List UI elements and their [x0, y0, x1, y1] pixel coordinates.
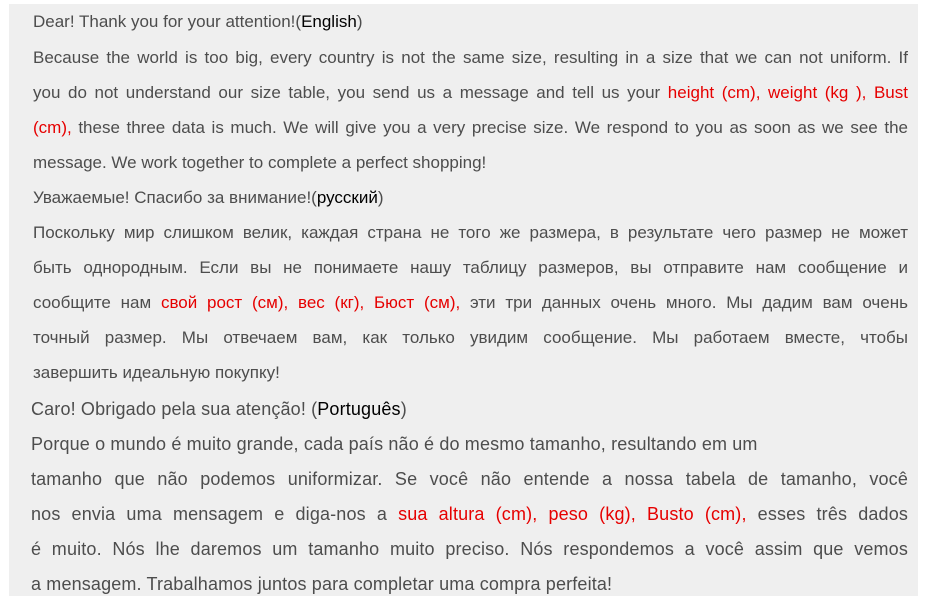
english-line-2: you do not understand our size table, you send us a message and tell us your height (cm), weight (kg ), Bust [33, 83, 908, 102]
russian-highlight-measurements: свой рост (см), вес (кг), Бюст (см), [160, 293, 461, 312]
english-line-3: (cm), these three data is much. We will give you a very precise size. We respond to you as soon as we see the [33, 118, 908, 137]
language-label-russian: русский [316, 188, 378, 207]
portuguese-line-5: a mensagem. Trabalhamos juntos para completar uma compra perfeita! [31, 574, 613, 594]
russian-line-1: Поскольку мир слишком велик, каждая страна не того же размера, в результате чего размер не может [33, 223, 908, 242]
size-notice-panel [9, 4, 918, 596]
portuguese-line-2: tamanho que não podemos uniformizar. Se você não entende a nossa tabela de tamanho, você [31, 469, 908, 489]
russian-line-5: завершить идеальную покупку! [33, 363, 280, 382]
english-greeting: Dear! Thank you for your attention!(English) [33, 12, 363, 31]
english-line-1: Because the world is too big, every country is not the same size, resulting in a size that we can not uniform. If [33, 48, 908, 67]
portuguese-greeting: Caro! Obrigado pela sua atenção! (Português) [31, 399, 407, 419]
portuguese-line-3: nos envia uma mensagem e diga-nos a sua altura (cm), peso (kg), Busto (cm), esses três dados [31, 504, 909, 524]
portuguese-line-1: Porque o mundo é muito grande, cada país não é do mesmo tamanho, resultando em um [31, 434, 758, 454]
language-label-english: English [301, 12, 357, 31]
english-line-4: message. We work together to complete a perfect shopping! [33, 153, 487, 172]
language-label-portuguese: Português [317, 399, 401, 419]
russian-greeting: Уважаемые! Спасибо за внимание!(русский) [33, 188, 384, 207]
russian-line-2: быть однородным. Если вы не понимаете нашу таблицу размеров, вы отправите нам сообщение и [33, 258, 908, 277]
english-highlight-measurements: height (cm), weight (kg ), Bust [667, 83, 908, 102]
russian-line-4: точный размер. Мы отвечаем вам, как только увидим сообщение. Мы работаем вместе, чтобы [33, 328, 908, 347]
english-highlight-cm: (cm), [33, 118, 72, 137]
portuguese-highlight-measurements: sua altura (cm), peso (kg), Busto (cm), [398, 504, 747, 524]
russian-line-3: сообщите нам свой рост (см), вес (кг), Бюст (см), эти три данных очень много. Мы дадим вам очень [33, 293, 908, 312]
portuguese-line-4: é muito. Nós lhe daremos um tamanho muito preciso. Nós respondemos a você assim que vemos [31, 539, 908, 559]
